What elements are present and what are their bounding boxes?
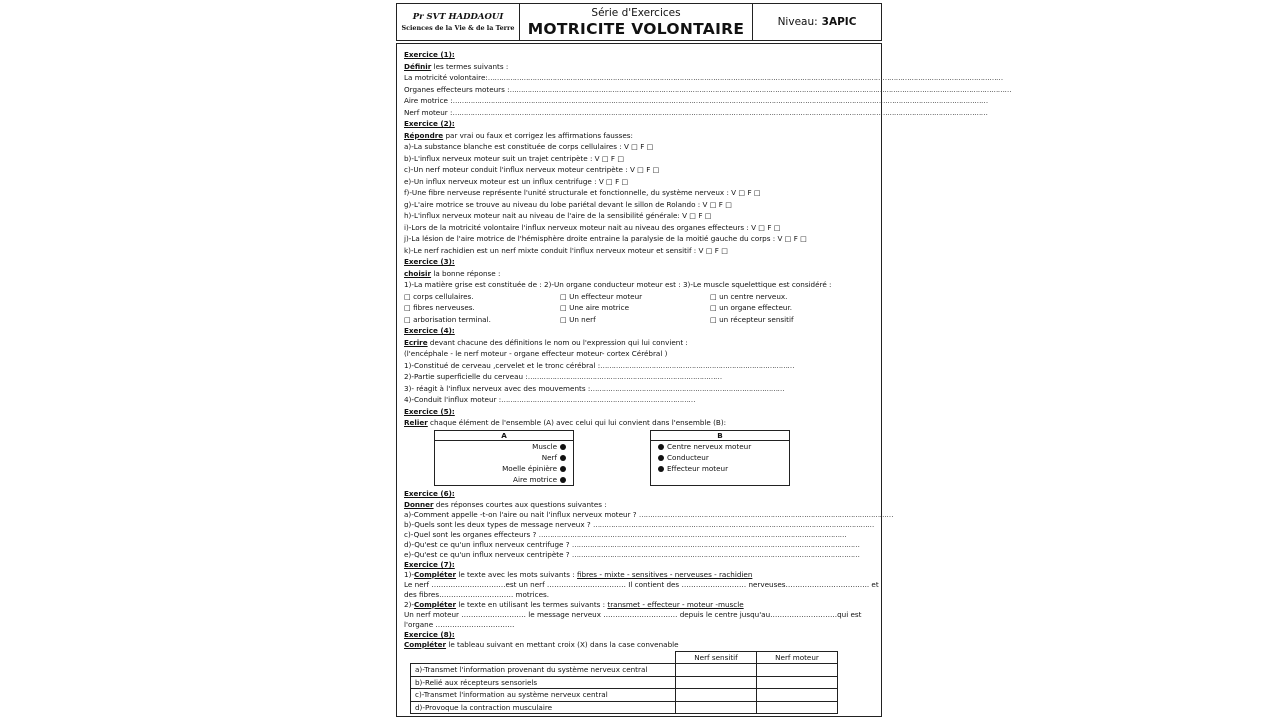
answer-line[interactable]: e)-Qu'est ce qu'un influx nerveux centripète ? ………………………………………………………………………………………………………………… — [404, 549, 860, 559]
item-label: Nerf — [541, 452, 557, 462]
column-header: Nerf moteur — [757, 651, 838, 664]
question-1: 1)-La matière grise est constituée de : — [404, 280, 542, 289]
exercise-4-instruction: devant chacune des définitions le nom ou l'expression qui lui convient : — [427, 337, 688, 347]
word-bank: (l'encéphale - le nerf moteur - organe effecteur moteur- cortex Cérébral ) — [404, 349, 668, 358]
column-b-header: B — [651, 430, 790, 440]
item-label: Effecteur moteur — [667, 463, 729, 473]
matching-item-a[interactable] — [439, 452, 569, 463]
exercise-2-instruction: par vrai ou faux et corrigez les affirmations fausses: — [443, 130, 633, 140]
answer-line[interactable]: d)-Qu'est ce qu'un influx nerveux centrifuge ? ………………………………………………………………………………………………………………… — [404, 539, 860, 549]
item-label: Conducteur — [667, 452, 709, 462]
exercise-content — [404, 49, 1012, 714]
matching-item-b[interactable] — [655, 452, 785, 463]
true-false-item[interactable]: j)-La lésion de l'aire motrice de l'hémisphère droite entraine la paralysie de la moitié gauche du corps : V □ F □ — [404, 234, 807, 243]
row-label: b)-Relié aux récepteurs sensoriels — [411, 676, 676, 689]
matching-gap — [574, 430, 651, 440]
answer-line[interactable]: Nerf moteur :…………………………………………………………………………………………………………………………………………………………………………………………………………………… — [404, 107, 988, 117]
page-title: MOTRICITE VOLONTAIRE — [527, 19, 745, 38]
matching-item-a[interactable] — [439, 474, 569, 485]
answer-line[interactable]: Organes effecteurs moteurs :……………………………………………………………………………………………………………………………………………………………………………………………………… — [404, 84, 1012, 94]
question-label: d)-Qu'est ce qu'un influx nerveux centrifuge ? — [404, 539, 570, 549]
exercise-7-instruction: le texte en utilisant les termes suivants : — [456, 599, 608, 609]
definition-label: La motricité volontaire: — [404, 73, 488, 82]
answer-line[interactable]: Aire motrice :…………………………………………………………………………………………………………………………………………………………………………………………………………………… — [404, 96, 988, 105]
connector-dot[interactable] — [560, 477, 566, 483]
series-label: Série d'Exercices — [591, 6, 681, 19]
connector-dot[interactable] — [560, 455, 566, 461]
choice-checkbox[interactable]: □ Un effecteur moteur — [560, 291, 643, 301]
author-block — [397, 4, 520, 40]
answer-line[interactable]: 1)-Constitué de cerveau ,cervelet et le tronc cérébral :…………………………………………………………………………… — [404, 360, 795, 370]
true-false-item[interactable]: b)-L'influx nerveux moteur suit un trajet centripète : V □ F □ — [404, 153, 625, 163]
connector-dot[interactable] — [560, 444, 566, 450]
choice-checkbox[interactable]: □ Un nerf — [560, 314, 596, 324]
answer-line[interactable]: b)-Quels sont les deux types de message nerveux ? ……………………………………………………………………………………………………………… — [404, 519, 874, 529]
matching-item-b[interactable] — [655, 441, 785, 452]
true-false-item[interactable]: h)-L'influx nerveux moteur nait au niveau de l'aire de la sensibilité générale: V □ F □ — [404, 211, 712, 220]
item-label: Moelle épinière — [502, 463, 557, 473]
answer-cell[interactable] — [757, 689, 838, 702]
item-label: Muscle — [532, 441, 557, 451]
table-row — [411, 689, 838, 702]
question-label: b)-Quels sont les deux types de message nerveux ? — [404, 519, 591, 529]
column-a — [435, 440, 574, 486]
true-false-item[interactable]: i)-Lors de la motricité volontaire l'influx nerveux moteur nait au niveau des organes effecteurs : V □ F □ — [404, 222, 781, 232]
column-b — [651, 440, 790, 486]
matching-table — [434, 430, 790, 487]
matching-item-a[interactable] — [439, 441, 569, 452]
matching-item-a[interactable] — [439, 463, 569, 474]
worksheet-body — [396, 43, 1012, 717]
answer-cell[interactable] — [676, 689, 757, 702]
exercise-7-keyword: Compléter — [413, 599, 457, 609]
true-false-item[interactable]: g)-L'aire motrice se trouve au niveau du lobe pariétal devant le sillon de Rolando : V □ F □ — [404, 199, 732, 209]
column-header: Nerf sensitif — [676, 651, 757, 664]
true-false-item[interactable]: c)-Un nerf moteur conduit l'influx nerveux moteur centripète : V □ F □ — [404, 165, 660, 174]
answer-line[interactable]: La motricité volontaire:…………………………………………………………………………………………………………………………………………………………………………………………………………… — [404, 73, 1003, 82]
answer-line[interactable]: 2)-Partie superficielle du cerveau :…………………………………………………………………………… — [404, 372, 722, 381]
part-number: 2)- — [404, 599, 414, 609]
exercise-4-title: Exercice (4): — [404, 326, 455, 335]
exercise-1-instruction: les termes suivants : — [431, 61, 509, 71]
table-row — [411, 664, 838, 677]
table-row — [411, 701, 838, 714]
answer-cell[interactable] — [757, 676, 838, 689]
definition-label: 2)-Partie superficielle du cerveau : — [404, 372, 528, 381]
question-2: 2)-Un organe conducteur moteur est : — [544, 280, 681, 289]
choice-checkbox[interactable]: □ fibres nerveuses. — [404, 303, 475, 312]
question-label: c)-Quel sont les organes effecteurs ? — [404, 529, 537, 539]
definition-label: Organes effecteurs moteurs : — [404, 84, 510, 94]
choice-checkbox[interactable]: □ un organe effecteur. — [710, 303, 793, 312]
level-value: 3APIC — [821, 16, 857, 28]
question-3: 3)-Le muscle squelettique est considéré : — [682, 280, 832, 289]
level-block — [753, 4, 881, 40]
answer-cell[interactable] — [676, 701, 757, 714]
title-block — [520, 4, 753, 40]
exercise-8-title: Exercice (8): — [404, 629, 455, 639]
worksheet-header — [396, 3, 882, 41]
exercise-6-keyword: Donner — [404, 499, 434, 509]
column-a-header: A — [435, 430, 574, 440]
true-false-item[interactable]: a)-La substance blanche est constituée de corps cellulaires : V □ F □ — [404, 142, 654, 151]
question-label: e)-Qu'est ce qu'un influx nerveux centripète ? — [404, 549, 570, 559]
exercise-3-instruction: la bonne réponse : — [431, 268, 501, 278]
exercise-5-title: Exercice (5): — [404, 406, 455, 416]
exercise-6-instruction: des réponses courtes aux questions suivantes : — [433, 499, 607, 509]
exercise-2-keyword: Répondre — [404, 130, 444, 140]
answer-cell[interactable] — [676, 676, 757, 689]
exercise-2-title: Exercice (2): — [404, 119, 455, 128]
table-corner — [411, 651, 676, 664]
connector-dot[interactable] — [658, 466, 664, 472]
exercise-4-keyword: Ecrire — [404, 337, 428, 347]
fill-in-text[interactable]: des fibres…………………………. motrices. — [404, 589, 550, 599]
answer-cell[interactable] — [757, 701, 838, 714]
classification-table — [410, 651, 838, 715]
item-label: Centre nerveux moteur — [667, 441, 752, 451]
matching-gap — [574, 440, 651, 486]
definition-label: Nerf moteur : — [404, 107, 453, 117]
answer-line[interactable]: 3)- réagit à l'influx nerveux avec des mouvements :…………………………………………………………………………… — [404, 383, 785, 393]
choice-checkbox[interactable]: □ corps cellulaires. — [404, 291, 474, 301]
subject-name: Sciences de la Vie & de la Terre — [401, 24, 515, 32]
definition-label: 3)- réagit à l'influx nerveux avec des mouvements : — [404, 383, 591, 393]
author-name: Pr SVT HADDAOUI — [412, 12, 504, 22]
exercise-3-keyword: choisir — [404, 268, 432, 278]
table-row — [411, 676, 838, 689]
matching-item-b[interactable] — [655, 463, 785, 474]
row-label: a)-Transmet l'information provenant du système nerveux central — [411, 664, 676, 677]
connector-dot[interactable] — [658, 444, 664, 450]
exercise-3-title: Exercice (3): — [404, 257, 455, 266]
word-bank: fibres - mixte - sensitives - nerveuses - rachidien — [577, 569, 753, 579]
exercise-8-instruction: le tableau suivant en mettant croix (X) dans la case convenable — [446, 639, 679, 649]
item-label: Aire motrice — [513, 475, 557, 485]
definition-label: 1)-Constitué de cerveau ,cervelet et le tronc cérébral : — [404, 360, 601, 370]
true-false-item[interactable]: k)-Le nerf rachidien est un nerf mixte conduit l'influx nerveux moteur et sensitif : V □ F □ — [404, 245, 728, 255]
exercise-7-instruction: le texte avec les mots suivants : — [456, 569, 577, 579]
exercise-1-title: Exercice (1): — [404, 50, 455, 59]
exercise-5-keyword: Relier — [404, 418, 428, 427]
exercise-6-title: Exercice (6): — [404, 489, 455, 499]
exercise-5-instruction: chaque élément de l'ensemble (A) avec celui qui lui convient dans l'ensemble (B): — [427, 418, 727, 427]
connector-dot[interactable] — [560, 466, 566, 472]
fill-in-text[interactable]: Le nerf ………………………….est un nerf …………………………… Il contient des ……………………… nerveuses…………………………….. et — [404, 579, 879, 589]
definition-label: Aire motrice : — [404, 96, 453, 105]
exercise-8-keyword: Compléter — [404, 639, 447, 649]
row-label: c)-Transmet l'information au système nerveux central — [411, 689, 676, 702]
part-number: 1)- — [404, 569, 414, 579]
word-bank: transmet - effecteur - moteur -muscle — [607, 599, 744, 609]
row-label: d)-Provoque la contraction musculaire — [411, 701, 676, 714]
answer-cell[interactable] — [757, 664, 838, 677]
fill-in-text[interactable]: l'organe …………………………… — [404, 619, 515, 629]
definition-label: 4)-Conduit l'influx moteur : — [404, 395, 502, 404]
true-false-item[interactable]: f)-Une fibre nerveuse représente l'unité structurale et fonctionnelle, du système nerveux : V □ F □ — [404, 188, 761, 197]
choice-checkbox[interactable]: □ arborisation terminal. — [404, 314, 491, 324]
connector-dot[interactable] — [658, 455, 664, 461]
question-label: a)-Comment appelle -t-on l'aire ou nait l'influx nerveux moteur ? — [404, 509, 637, 519]
exercise-7-title: Exercice (7): — [404, 559, 455, 569]
true-false-item[interactable]: e)-Un influx nerveux moteur est un influx centrifuge : V □ F □ — [404, 176, 629, 186]
answer-line[interactable]: a)-Comment appelle -t-on l'aire ou nait l'influx nerveux moteur ? …………………………………………………………………………………………………… — [404, 509, 894, 519]
fill-in-text[interactable]: Un nerf moteur ……………………… le message nerveux …………………………. depuis le centre jusqu'au……………………….qui est — [404, 609, 862, 619]
level-label: Niveau: — [777, 16, 818, 28]
answer-line[interactable]: 4)-Conduit l'influx moteur :…………………………………………………………………………… — [404, 395, 696, 404]
exercise-1-keyword: Définir — [404, 61, 432, 71]
choice-checkbox[interactable]: □ un centre nerveux. — [710, 291, 788, 301]
answer-cell[interactable] — [676, 664, 757, 677]
exercise-7-keyword: Compléter — [413, 569, 457, 579]
choice-checkbox[interactable]: □ un récepteur sensitif — [710, 314, 794, 324]
choice-checkbox[interactable]: □ Une aire motrice — [560, 303, 630, 312]
worksheet — [396, 3, 1012, 716]
answer-line[interactable]: c)-Quel sont les organes effecteurs ? ………………………………………………………………………………………………………………………… — [404, 529, 847, 539]
